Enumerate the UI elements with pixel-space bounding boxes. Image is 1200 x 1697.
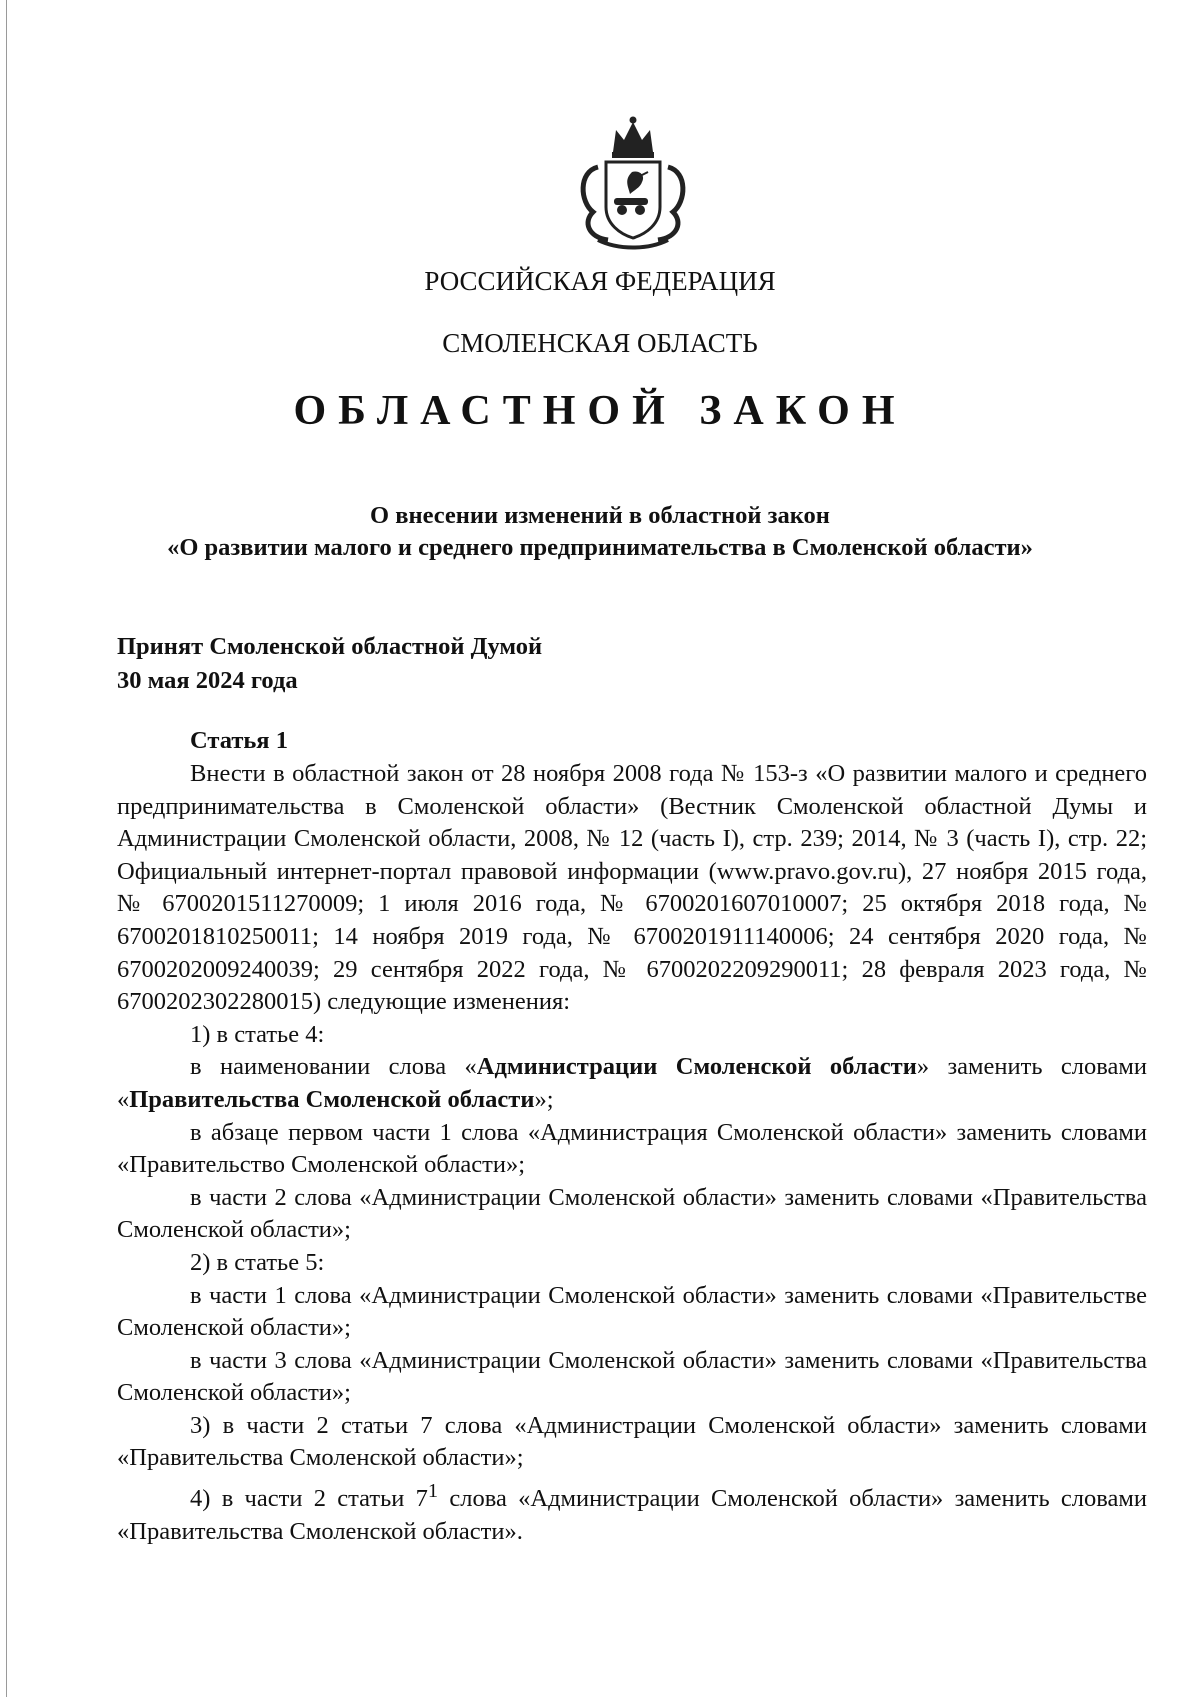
page-edge-line <box>6 0 7 1697</box>
law-title-line-1: О внесении изменений в областной закон <box>370 502 830 529</box>
adoption-date: 30 мая 2024 года <box>117 667 298 694</box>
article-intro: Внести в областной закон от 28 ноября 2008 года № 153-з «О развитии малого и среднего предпринимательства в Смоленской области» (Вестник Смоленской областной Думы и Администрации Смоленской области, 2008, № 12 (часть I), стр. 239; 2014, № 3 (часть I), стр. 22; Официальный интернет-портал правовой информации (www.pravo.gov.ru), 27 ноября 2015 года, № 6700201511270009; 1 июля 2016 года, № 6700201607010007; 25 октября 2018 года, № 6700201810250011; 14 ноября 2019 года, № 6700201911140006; 24 сентября 2020 года, № 6700202009240039; 29 сентября 2022 года, № 6700202209290011; 28 февраля 2023 года, № 6700202302280015) следующие изменения: <box>117 760 1147 1016</box>
country-name: РОССИЙСКАЯ ФЕДЕРАЦИЯ <box>424 266 776 296</box>
item-2-a: в части 1 слова «Администрации Смоленской области» заменить словами «Правительстве Смоленской области»; <box>117 1281 1147 1342</box>
law-title-line-2: «О развитии малого и среднего предпринимательства в Смоленской области» <box>167 534 1033 561</box>
adopted-by: Принят Смоленской областной Думой <box>117 633 543 660</box>
item-1-a-text-1: в наименовании слова « <box>190 1053 477 1081</box>
item-1-b: в абзаце первом части 1 слова «Администрация Смоленской области» заменить словами «Правительство Смоленской области»; <box>117 1118 1147 1179</box>
item-2-heading: 2) в статье 5: <box>190 1248 325 1276</box>
item-3: 3) в части 2 статьи 7 слова «Администрации Смоленской области» заменить словами «Правительства Смоленской области»; <box>117 1411 1147 1472</box>
coat-of-arms-icon <box>568 112 698 252</box>
item-1-a-text-2: » заменить словами « <box>117 1053 1147 1113</box>
article-heading: Статья 1 <box>190 727 288 754</box>
item-1-a-bold-2: Правительства Смоленской области <box>129 1085 535 1113</box>
item-1-heading: 1) в статье 4: <box>190 1020 325 1048</box>
item-1-a <box>117 1051 1147 1116</box>
item-4 <box>117 1475 1147 1548</box>
article-body <box>117 758 1147 1548</box>
item-4-superscript: 1 <box>427 1480 439 1503</box>
item-4-text-1: 4) в части 2 статьи 7 <box>190 1485 428 1513</box>
item-2-b: в части 3 слова «Администрации Смоленской области» заменить словами «Правительства Смоленской области»; <box>117 1346 1147 1407</box>
adoption-info <box>117 630 542 698</box>
item-1-a-bold-1: Администрации Смоленской области <box>476 1053 917 1081</box>
law-title <box>0 500 1200 564</box>
document-type: ОБЛАСТНОЙ ЗАКОН <box>293 388 907 434</box>
item-1-a-text-3: »; <box>534 1085 554 1113</box>
item-1-c: в части 2 слова «Администрации Смоленской области» заменить словами «Правительства Смоленской области»; <box>117 1183 1147 1244</box>
region-name: СМОЛЕНСКАЯ ОБЛАСТЬ <box>442 328 758 358</box>
item-4-text-2: слова «Администрации Смоленской области» заменить словами «Правительства Смоленской области». <box>117 1485 1147 1545</box>
